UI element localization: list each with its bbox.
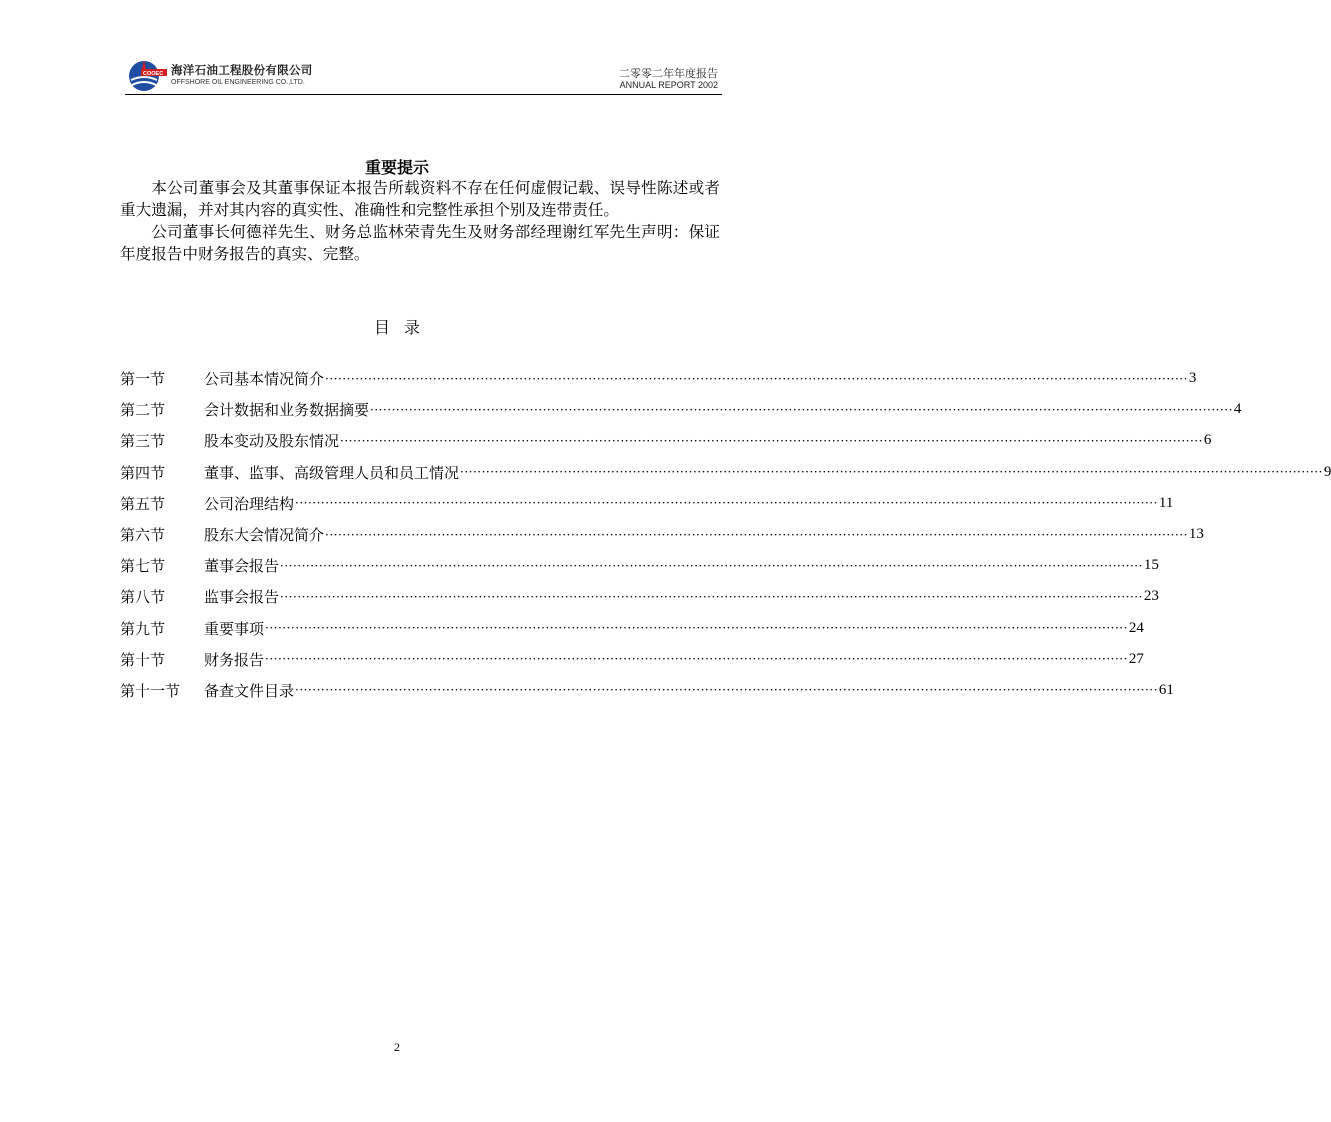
toc-page-number: 24: [1128, 619, 1144, 636]
notice-paragraph: 本公司董事会及其董事保证本报告所载资料不存在任何虚假记载、误导性陈述或者重大遗漏，并对其内容的真实性、准确性和完整性承担个别及连带责任。: [120, 179, 720, 219]
toc-section-label: 第八节: [120, 588, 166, 607]
toc-section-label: 第九节: [120, 619, 166, 638]
toc-leader-dots: ········································································································································································································: [280, 589, 1143, 604]
table-of-contents: [120, 363, 1331, 706]
toc-entry[interactable]: [120, 457, 1331, 488]
toc-leader-dots: ········································································································································································································: [325, 371, 1188, 386]
toc-entry[interactable]: [120, 519, 1204, 550]
toc-section-name: 股本变动及股东情况: [204, 432, 340, 451]
toc-entry[interactable]: [120, 613, 1144, 644]
toc-section-label: 第六节: [120, 526, 166, 545]
toc-entry[interactable]: [120, 675, 1174, 706]
toc-entry[interactable]: [120, 581, 1159, 612]
toc-leader-dots: ········································································································································································································: [295, 683, 1158, 698]
toc-entry[interactable]: [120, 644, 1144, 675]
toc-section-label: 第二节: [120, 401, 166, 420]
toc-leader-dots: ········································································································································································································: [295, 496, 1158, 511]
toc-leader-dots: ········································································································································································································: [460, 465, 1323, 480]
toc-page-number: 4: [1233, 401, 1242, 418]
toc-section-name: 公司基本情况简介: [204, 370, 325, 389]
toc-page-number: 9: [1323, 463, 1331, 480]
company-name-en: OFFSHORE OIL ENGINEERING CO.,LTD.: [171, 79, 305, 86]
toc-entry[interactable]: [120, 363, 1197, 394]
toc-section-label: 第十一节: [120, 681, 181, 700]
toc-section-label: 第七节: [120, 557, 166, 576]
toc-page-number: 3: [1188, 370, 1197, 387]
toc-leader-dots: ········································································································································································································: [370, 402, 1233, 417]
company-name-cn: 海洋石油工程股份有限公司: [171, 63, 313, 77]
toc-page-number: 27: [1128, 650, 1144, 667]
toc-section-name: 董事、监事、高级管理人员和员工情况: [204, 463, 460, 482]
toc-entry[interactable]: [120, 550, 1159, 581]
toc-leader-dots: ········································································································································································································: [340, 433, 1203, 448]
toc-section-label: 第五节: [120, 494, 166, 513]
company-logo-icon: [127, 58, 167, 92]
page-number: 2: [394, 1040, 400, 1054]
toc-entry[interactable]: [120, 488, 1174, 519]
toc-section-label: 第四节: [120, 463, 166, 482]
toc-section-name: 财务报告: [204, 650, 265, 669]
toc-section-label: 第一节: [120, 370, 166, 389]
toc-page-number: 23: [1143, 588, 1159, 605]
toc-section-name: 监事会报告: [204, 588, 280, 607]
notice-paragraph: 公司董事长何德祥先生、财务总监林荣青先生及财务部经理谢红军先生声明：保证年度报告中财务报告的真实、完整。: [120, 223, 720, 263]
toc-section-name: 会计数据和业务数据摘要: [204, 401, 370, 420]
toc-section-name: 重要事项: [204, 619, 265, 638]
toc-page-number: 61: [1158, 681, 1174, 698]
toc-section-name: 公司治理结构: [204, 494, 295, 513]
toc-section-name: 备查文件目录: [204, 681, 295, 700]
toc-leader-dots: ········································································································································································································: [265, 621, 1128, 636]
svg-text:COOEC: COOEC: [143, 71, 164, 77]
toc-title: 目录: [373, 318, 434, 337]
toc-entry[interactable]: [120, 425, 1212, 456]
toc-section-label: 第三节: [120, 432, 166, 451]
toc-page-number: 13: [1188, 526, 1204, 543]
toc-page-number: 6: [1203, 432, 1212, 449]
page-header: [125, 56, 722, 95]
toc-page-number: 11: [1158, 494, 1174, 511]
notice-title: 重要提示: [364, 158, 429, 177]
report-title-en: ANNUAL REPORT 2002: [619, 80, 718, 90]
toc-section-label: 第十节: [120, 650, 166, 669]
toc-leader-dots: ········································································································································································································: [280, 558, 1143, 573]
toc-leader-dots: ········································································································································································································: [325, 527, 1188, 542]
toc-page-number: 15: [1143, 557, 1159, 574]
toc-leader-dots: ········································································································································································································: [265, 652, 1128, 667]
report-title-cn: 二零零二年年度报告: [619, 67, 718, 80]
toc-section-name: 董事会报告: [204, 557, 280, 576]
toc-section-name: 股东大会情况简介: [204, 526, 325, 545]
toc-entry[interactable]: [120, 394, 1242, 425]
